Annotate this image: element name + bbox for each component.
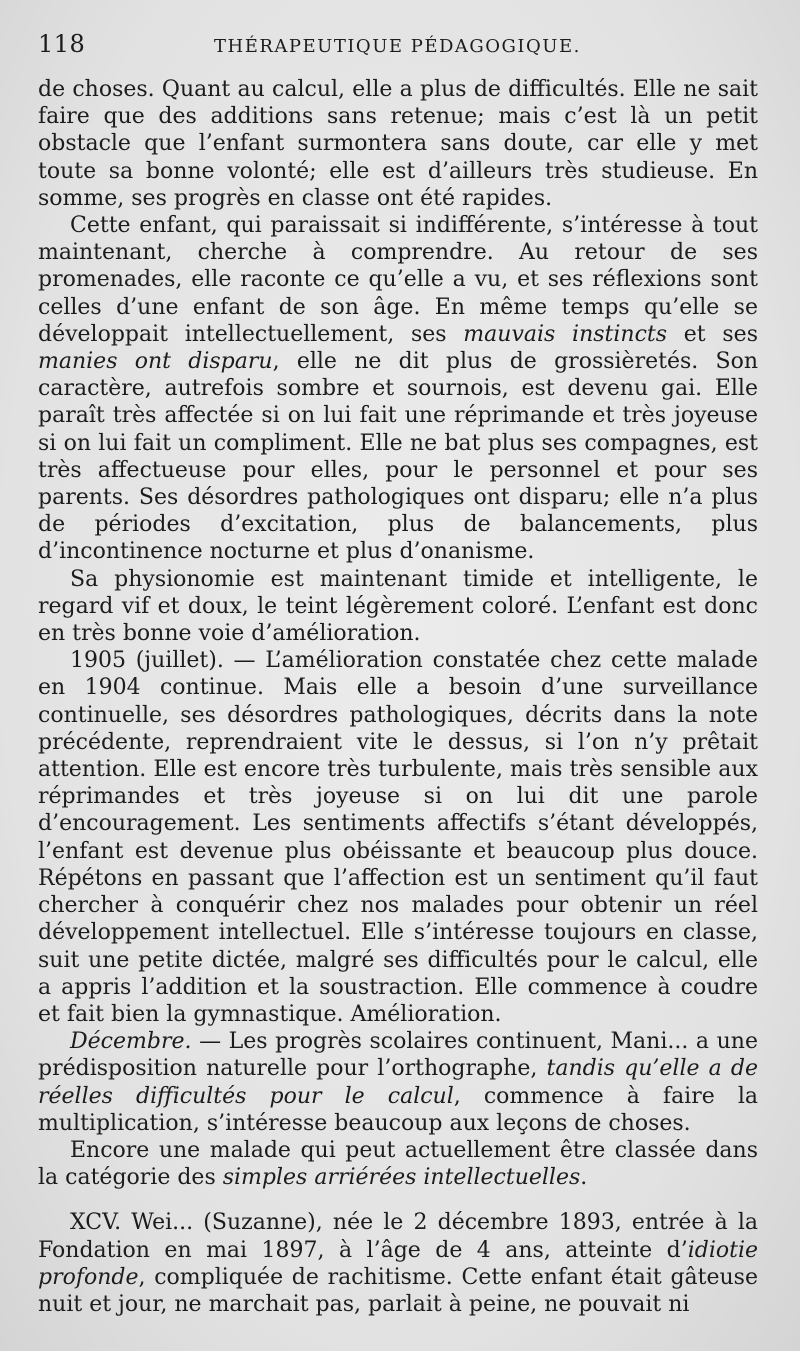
page-number: 118 <box>38 30 86 58</box>
text-run: de choses. Quant au calcul, elle a plus de difficultés. Elle ne sait faire que des additions sans retenue; mais c’est là un petit obstacle que l’enfant surmontera sans doute, car elle y met toute sa bonne volonté; elle est d’ailleurs très studieuse. En somme, ses progrès en classe ont été rapides. <box>38 77 758 211</box>
paragraph <box>38 76 758 212</box>
text-run: , elle ne dit plus de grossièretés. Son caractère, autrefois sombre et sournois, est devenu gai. Elle paraît très affectée si on lui fait une réprimande et très joyeuse si on lui fait un compliment. Elle ne bat plus ses compagnes, est très affectueuse pour elles, pour le personnel et pour ses parents. Ses désordres pathologiques ont disparu; elle n’a plus de périodes d’excitation, plus de balancements, plus d’incontinence nocturne et plus d’onanisme. <box>38 349 759 565</box>
italic-text: Décembre. <box>70 1029 192 1055</box>
italic-text: tandis qu’elle a de réelles difficultés pour le calcul <box>38 1056 758 1109</box>
italic-text: idiotie profonde <box>38 1237 758 1290</box>
page-header <box>38 30 758 76</box>
italic-text: mauvais instincts <box>463 321 668 347</box>
text-run: et ses <box>667 321 758 347</box>
paragraph <box>38 566 758 648</box>
text-run: , commence à faire la multiplication, s’intéresse beaucoup aux leçons de choses. <box>38 1083 758 1136</box>
body-text <box>38 76 758 1318</box>
italic-text: manies ont disparu <box>38 349 273 375</box>
text-run: . <box>580 1165 588 1191</box>
text-run: XCV. Wei... (Suzanne), née le 2 décembre 1893, entrée à la Fondation en mai 1897, à l’âge de 4 ans, atteinte d’ <box>38 1210 758 1263</box>
text-run: , compliquée de rachitisme. Cette enfant était gâteuse nuit et jour, ne marchait pas, parlait à peine, ne pouvait ni <box>38 1264 758 1317</box>
paragraph <box>38 1137 758 1191</box>
paragraph <box>38 647 758 1028</box>
text-run: 1905 (juillet). — L’amélioration constatée chez cette malade en 1904 continue. Mais elle a besoin d’une surveillance continuelle, ses désordres pathologiques, décrits dans la note précédente, reprendraient vite le dessus, si l’on n’y prêtait attention. Elle est encore très turbulente, mais très sensible aux réprimandes et très joyeuse si on lui dit une parole d’encouragement. Les sentiments affectifs s’étant développés, l’enfant est devenue plus obéissante et beaucoup plus douce. Répétons en passant que l’affection est un sentiment qu’il faut chercher à conquérir chez nos malades pour obtenir un réel développement intellectuel. Elle s’intéresse toujours en classe, suit une petite dictée, malgré ses difficultés pour le calcul, elle a appris l’addition et la soustraction. Elle commence à coudre et fait bien la gymnastique. Amélioration. <box>38 648 758 1027</box>
text-run: Cette enfant, qui paraissait si indifférente, s’intéresse à tout maintenant, cherche à comprendre. Au retour de ses promenades, elle raconte ce qu’elle a vu, et ses réflexions sont celles d’une enfant de son âge. En même temps qu’elle se développait intellectuellement, ses <box>38 213 758 347</box>
paragraph <box>38 1028 758 1137</box>
text-run: — Les progrès scolaires continuent, Mani... a une prédisposition naturelle pour l’orthographe, <box>38 1029 758 1082</box>
text-run: Sa physionomie est maintenant timide et intelligente, le regard vif et doux, le teint légèrement coloré. L’enfant est donc en très bonne voie d’amélioration. <box>38 566 758 647</box>
paragraph <box>38 212 758 566</box>
text-run: Encore une malade qui peut actuellement être classée dans la catégorie des <box>38 1137 758 1191</box>
italic-text: simples arriérées intellectuelles <box>222 1165 581 1191</box>
running-title: THÉRAPEUTIQUE PÉDAGOGIQUE. <box>214 36 581 57</box>
paragraph <box>38 1209 758 1318</box>
